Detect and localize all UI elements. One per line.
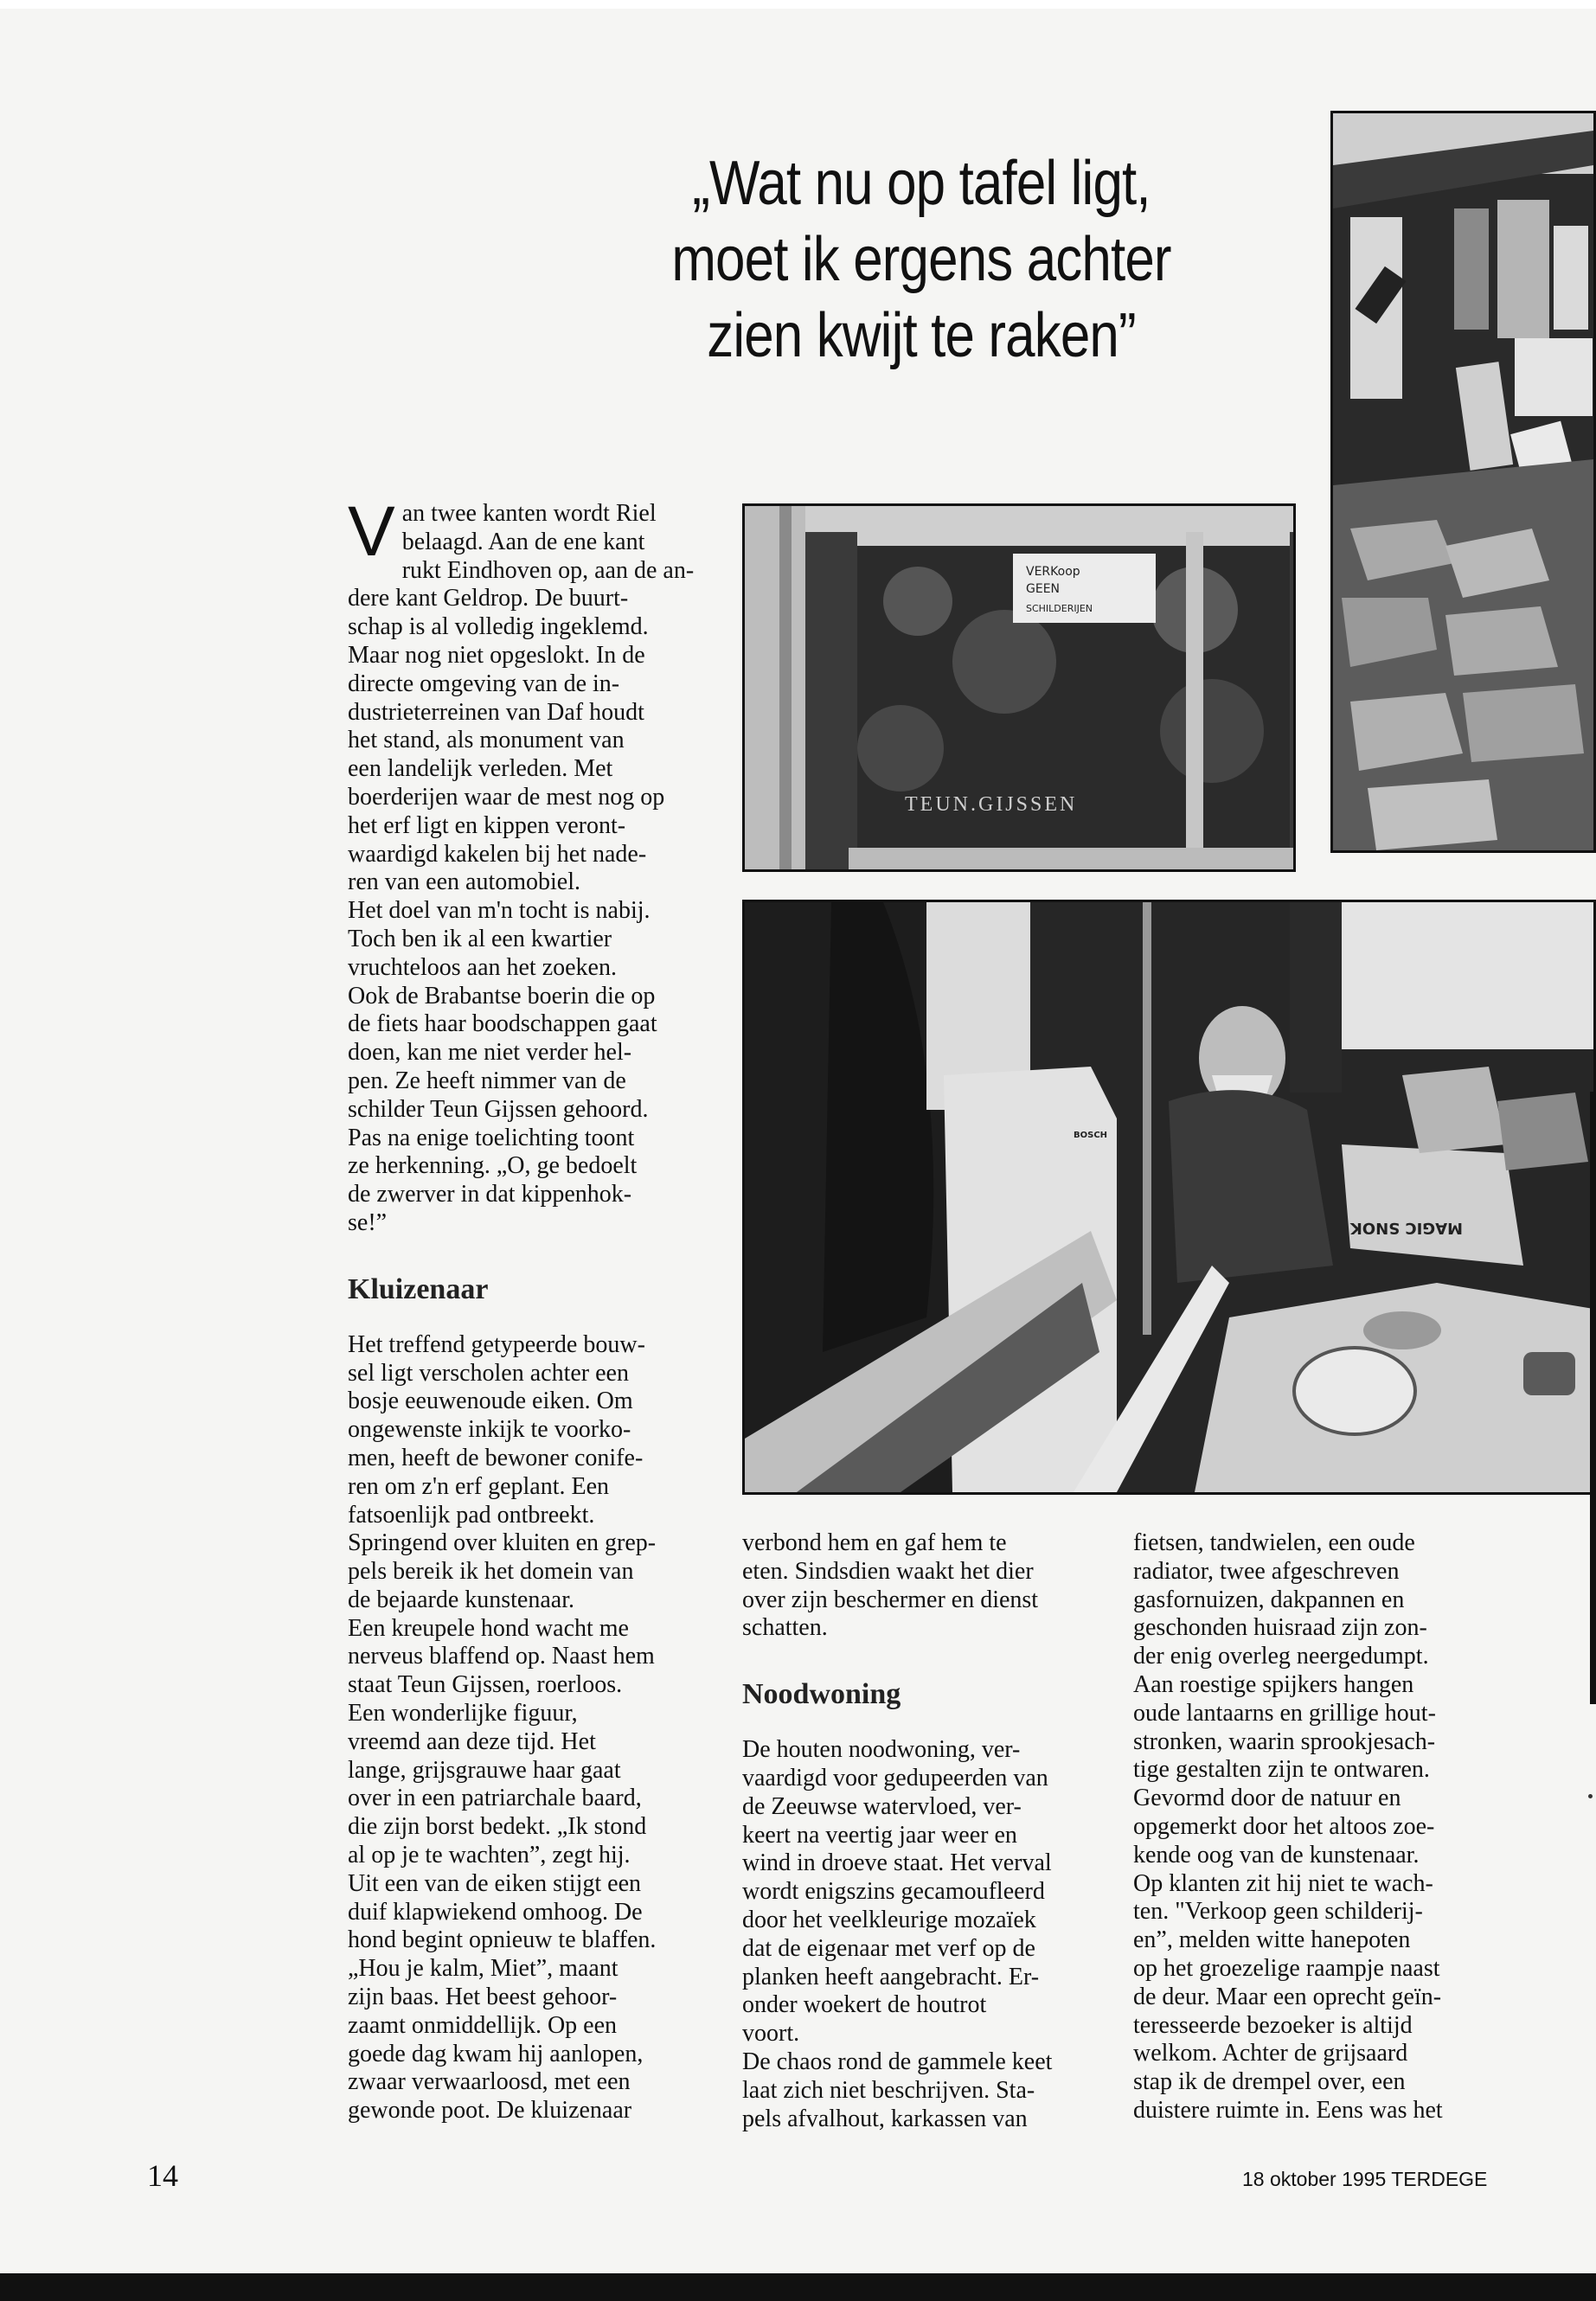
text-line: ongewenste inkijk te voorko- [348,1416,631,1444]
text-line: Het treffend getypeerde bouw- [348,1330,645,1358]
paragraph-noodwoning [742,1736,1106,2133]
text-line: fatsoenlijk pad ontbreekt. [348,1501,595,1529]
text-line: wind in droeve staat. Het verval [742,1849,1052,1877]
text-line: fietsen, tandwielen, een oude [1133,1529,1415,1556]
text-line: ze herkenning. „O, ge bedoelt [348,1152,638,1180]
paragraph-kluizenaar [348,1331,711,2125]
window-painted-name: TEUN.GIJSSEN [905,793,1078,816]
text-line: zwaar verwaarloosd, met een [348,2068,631,2096]
text-line: schatten. [742,1614,828,1642]
text-line: kende oog van de kunstenaar. [1133,1841,1420,1868]
text-line: dustrieterreinen van Daf houdt [348,698,644,726]
window-sign-line: GEEN [1026,582,1061,596]
photo-shed-exterior-image [1333,113,1593,850]
photo-shed-exterior [1330,111,1596,853]
text-line: die zijn borst bedekt. „Ik stond [348,1813,647,1841]
text-line: over zijn beschermer en dienst [742,1586,1039,1613]
scan-bottom-edge [0,2273,1596,2301]
text-line: men, heeft de bewoner conife- [348,1444,644,1471]
text-line: Maar nog niet opgeslokt. In de [348,641,645,669]
text-line: schap is al volledig ingeklemd. [348,613,649,641]
text-line: duistere ruimte in. Eens was het [1133,2096,1443,2124]
pull-quote-line: moet ik ergens achter [671,225,1171,294]
text-line: schilder Teun Gijssen gehoord. [348,1095,649,1123]
photo-window-sign [742,503,1296,872]
text-line: Toch ben ik al een kwartier [348,925,612,952]
page-number: 14 [147,2158,178,2193]
page-edge-dot [1588,1794,1593,1798]
text-line: keert na veertig jaar weer en [742,1821,1017,1849]
text-line: op het groezelige raampje naast [1133,1954,1440,1982]
text-line: gasfornuizen, dakpannen en [1133,1586,1405,1613]
text-line: sel ligt verscholen achter een [348,1359,629,1387]
pull-quote-line: zien kwijt te raken” [707,301,1136,370]
text-line: het erf ligt en kippen veront- [348,811,626,839]
window-sign-line: SCHILDERIJEN [1026,603,1093,614]
text-line: vaardigd voor gedupeerden van [742,1764,1048,1791]
text-line: staat Teun Gijssen, roerloos. [348,1671,623,1699]
text-line: ren van een automobiel. [348,868,581,896]
fridge-brand-label: BOSCH [1074,1131,1108,1140]
text-line: vruchteloos aan het zoeken. [348,953,617,981]
text-line: een landelijk verleden. Met [348,755,613,783]
photo-interior-artist [742,900,1596,1495]
text-line: opgemerkt door het altoos zoe- [1133,1812,1435,1840]
text-line: Gevormd door de natuur en [1133,1785,1401,1812]
text-line: De chaos rond de gammele keet [742,2048,1053,2075]
text-line: Uit een van de eiken stijgt een [348,1869,641,1897]
text-line: hond begint opnieuw te blaffen. [348,1926,657,1954]
text-line: ten. "Verkoop geen schilderij- [1133,1898,1423,1926]
pull-quote-line: „Wat nu op tafel ligt, [692,149,1151,218]
pull-quote-headline [606,145,1238,374]
text-line: oude lantaarns en grillige hout- [1133,1699,1436,1727]
photo-interior-artist-image [745,902,1593,1492]
text-line: bosje eeuwenoude eiken. Om [348,1388,633,1415]
text-line: wordt enigszins gecamoufleerd [742,1878,1045,1906]
text-line: Een kreupele hond wacht me [348,1614,629,1642]
text-line: Springend over kluiten en grep- [348,1529,657,1557]
text-line: onder woekert de houtrot [742,1991,987,2019]
text-line: ren om z'n erf geplant. Een [348,1472,610,1500]
text-line: nerveus blaffend op. Naast hem [348,1643,655,1670]
text-line: verbond hem en gaf hem te [742,1529,1007,1556]
text-line: en”, melden witte hanepoten [1133,1926,1411,1954]
text-line: boerderijen waar de mest nog op [348,783,665,811]
text-line: vreemd aan deze tijd. Het [348,1727,596,1755]
window-sign-line: VERKoop [1026,565,1080,579]
text-line: zijn baas. Het beest gehoor- [348,1984,618,2011]
text-line: belaagd. Aan de ene kant [401,528,645,555]
text-line: dat de eigenaar met verf op de [742,1934,1035,1962]
text-line: directe omgeving van de in- [348,670,620,697]
text-line: „Hou je kalm, Miet”, maant [348,1955,619,1983]
text-line: radiator, twee afgeschreven [1133,1557,1400,1585]
text-line: Ook de Brabantse boerin die op [348,982,656,1009]
text-line: gewonde poot. De kluizenaar [348,2097,632,2125]
text-line: laat zich niet beschrijven. Sta- [742,2076,1035,2104]
text-line: der enig overleg neergedumpt. [1133,1643,1429,1670]
text-line: pels bereik ik het domein van [348,1558,634,1586]
text-line: de deur. Maar een oprecht geïn- [1133,1983,1442,2010]
article-column-2 [742,1529,1106,2133]
text-line: duif klapwiekend omhoog. De [348,1898,643,1926]
text-line: pels afvalhout, karkassen van [742,2105,1028,2132]
drop-cap: V [348,492,395,571]
text-line: teresseerde bezoeker is altijd [1133,2011,1413,2039]
text-line: voort. [742,2020,800,2048]
text-line: de zwerver in dat kippenhok- [348,1181,632,1208]
text-line: al op je te wachten”, zegt hij. [348,1842,631,1869]
text-line: de Zeeuwse watervloed, ver- [742,1792,1022,1820]
text-line: De houten noodwoning, ver- [742,1736,1021,1764]
page-edge-marker [1590,1092,1596,1704]
text-line: over in een patriarchale baard, [348,1785,642,1812]
text-line: rukt Eindhoven op, aan de an- [401,556,695,584]
text-line: Pas na enige toelichting toont [348,1124,635,1151]
text-line: de fiets haar boodschappen gaat [348,1010,657,1038]
text-line: welkom. Achter de grijsaard [1133,2040,1408,2067]
text-line: zaamt onmiddellijk. Op een [348,2011,618,2039]
text-line: pen. Ze heeft nimmer van de [348,1067,626,1094]
text-line: de bejaarde kunstenaar. [348,1586,574,1613]
text-line: lange, grijsgrauwe haar gaat [348,1756,621,1784]
issue-footer: 18 oktober 1995 TERDEGE [1242,2168,1488,2190]
text-line: dere kant Geldrop. De buurt- [348,585,629,612]
article-column-3 [1133,1529,1497,2125]
text-line: planken heeft aangebracht. Er- [742,1963,1040,1990]
text-line: geschonden huisraad zijn zon- [1133,1614,1427,1642]
text-line: door het veelkleurige mozaïek [742,1906,1036,1933]
snack-box-label: MAGIC SNOK [1349,1219,1463,1237]
photo-window-sign-image [745,506,1293,869]
text-line: Een wonderlijke figuur, [348,1700,578,1727]
text-line: Aan roestige spijkers hangen [1133,1670,1414,1698]
paragraph-chaos [1133,1529,1497,2125]
text-line: doen, kan me niet verder hel- [348,1039,632,1067]
text-line: stap ik de drempel over, een [1133,2068,1406,2096]
text-line: tige gestalten zijn te ontwaren. [1133,1756,1430,1784]
text-line: se!” [348,1208,388,1236]
intro-paragraph [348,492,711,1238]
text-line: eten. Sindsdien waakt het dier [742,1557,1034,1585]
article-column-1 [348,492,711,2125]
text-line: an twee kanten wordt Riel [401,500,657,527]
text-line: stronken, waarin sprookjesach- [1133,1727,1436,1755]
text-line: waardigd kakelen bij het nade- [348,840,647,868]
text-line: Het doel van m'n tocht is nabij. [348,897,651,925]
text-line: Op klanten zit hij niet te wach- [1133,1869,1433,1897]
subheading-kluizenaar: Kluizenaar [348,1272,489,1305]
text-line: het stand, als monument van [348,727,625,754]
paragraph-continued [742,1529,1106,1643]
text-line: goede dag kwam hij aanlopen, [348,2040,644,2067]
subheading-noodwoning: Noodwoning [742,1678,901,1711]
